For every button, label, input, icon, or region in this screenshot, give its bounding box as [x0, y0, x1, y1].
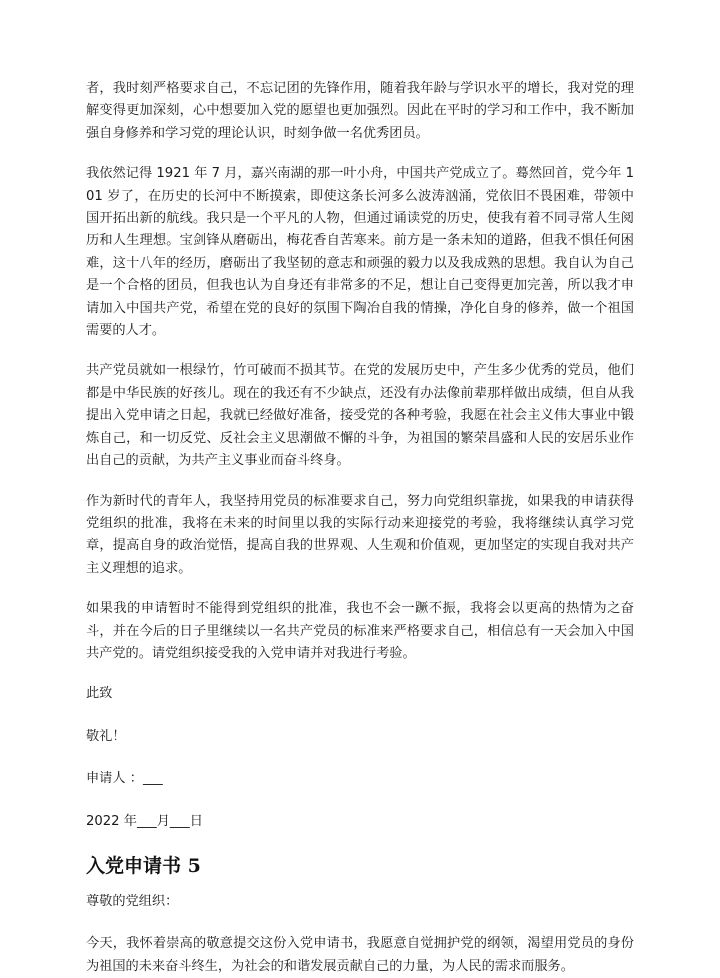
body-paragraph: 今天，我怀着崇高的敬意提交这份入党申请书，我愿意自觉拥护党的纲领，渴望用党员的身份为祖国的未来奋斗终生，为社会的和谐发展贡献自己的力量，为人民的需求而服务。 [86, 936, 634, 974]
section-heading: 入党申请书 5 [86, 854, 201, 877]
body-paragraph: 如果我的申请暂时不能得到党组织的批准，我也不会一蹶不振，我将会以更高的热情为之奋斗，并在今后的日子里继续以一名共产党员的标准来严格要求自己，相信总有一天会加入中国共产党的。请党组织接受我的入党申请并对我进行考验。 [86, 601, 634, 661]
body-paragraph: 者，我时刻严格要求自己，不忘记团的先锋作用，随着我年龄与学识水平的增长，我对党的理解变得更加深刻，心中想要加入党的愿望也更加强烈。因此在平时的学习和工作中，我不断加强自身修养和学习党的理论认识，时刻争做一名优秀团员。 [86, 81, 634, 141]
applicant-line: 申请人 ：___ [86, 771, 163, 787]
body-paragraph: 我依然记得 1921 年 7 月，嘉兴南湖的那一叶小舟，中国共产党成立了。蓦然回首，党今年 101 岁了，在历史的长河中不断摸索，即使这条长河多么波涛汹涌，党依旧不畏困难，带领中国开拓出新的航线。我只是一个平凡的人物，但通过诵读党的历史，使我有着不同寻常人生阅历和人生理想。宝剑锋从磨砺出，梅花香自苦寒来。前方是一条未知的道路，但我不惧任何困难，这十八年的经历，磨砺出了我坚韧的意志和顽强的毅力以及我成熟的思想。我自认为自己是一个合格的团员，但我也认为自身还有非常多的不足，想让自己变得更加完善，所以我才申请加入中国共产党，希望在党的良好的氛围下陶冶自我的情操，净化自身的修养，做一个祖国需要的人才。 [86, 166, 634, 339]
body-paragraph: 作为新时代的青年人，我坚持用党员的标准要求自己，努力向党组织靠拢，如果我的申请获得党组织的批准，我将在未来的时间里以我的实际行动来迎接党的考验，我将继续认真学习党章，提高自身的政治觉悟，提高自我的世界观、人生观和价值观，更加坚定的实现自我对共产主义理想的追求。 [86, 493, 634, 576]
closing-line: 此致 [86, 686, 113, 702]
greeting-line: 尊敬的党组织： [86, 893, 179, 909]
date-line: 2022 年___月___日 [86, 813, 203, 829]
body-paragraph: 共产党员就如一根绿竹，竹可破而不损其节。在党的发展历史中，产生多少优秀的党员，他们都是中华民族的好孩儿。现在的我还有不少缺点，还没有办法像前辈那样做出成绩，但自从我提出入党申请之日起，我就已经做好准备，接受党的各种考验，我愿在社会主义伟大事业中锻炼自己，和一切反党、反社会主义思潮做不懈的斗争，为祖国的繁荣昌盛和人民的安居乐业作出自己的贡献，为共产主义事业而奋斗终身。 [86, 363, 634, 469]
salute-line: 敬礼！ [86, 728, 126, 744]
